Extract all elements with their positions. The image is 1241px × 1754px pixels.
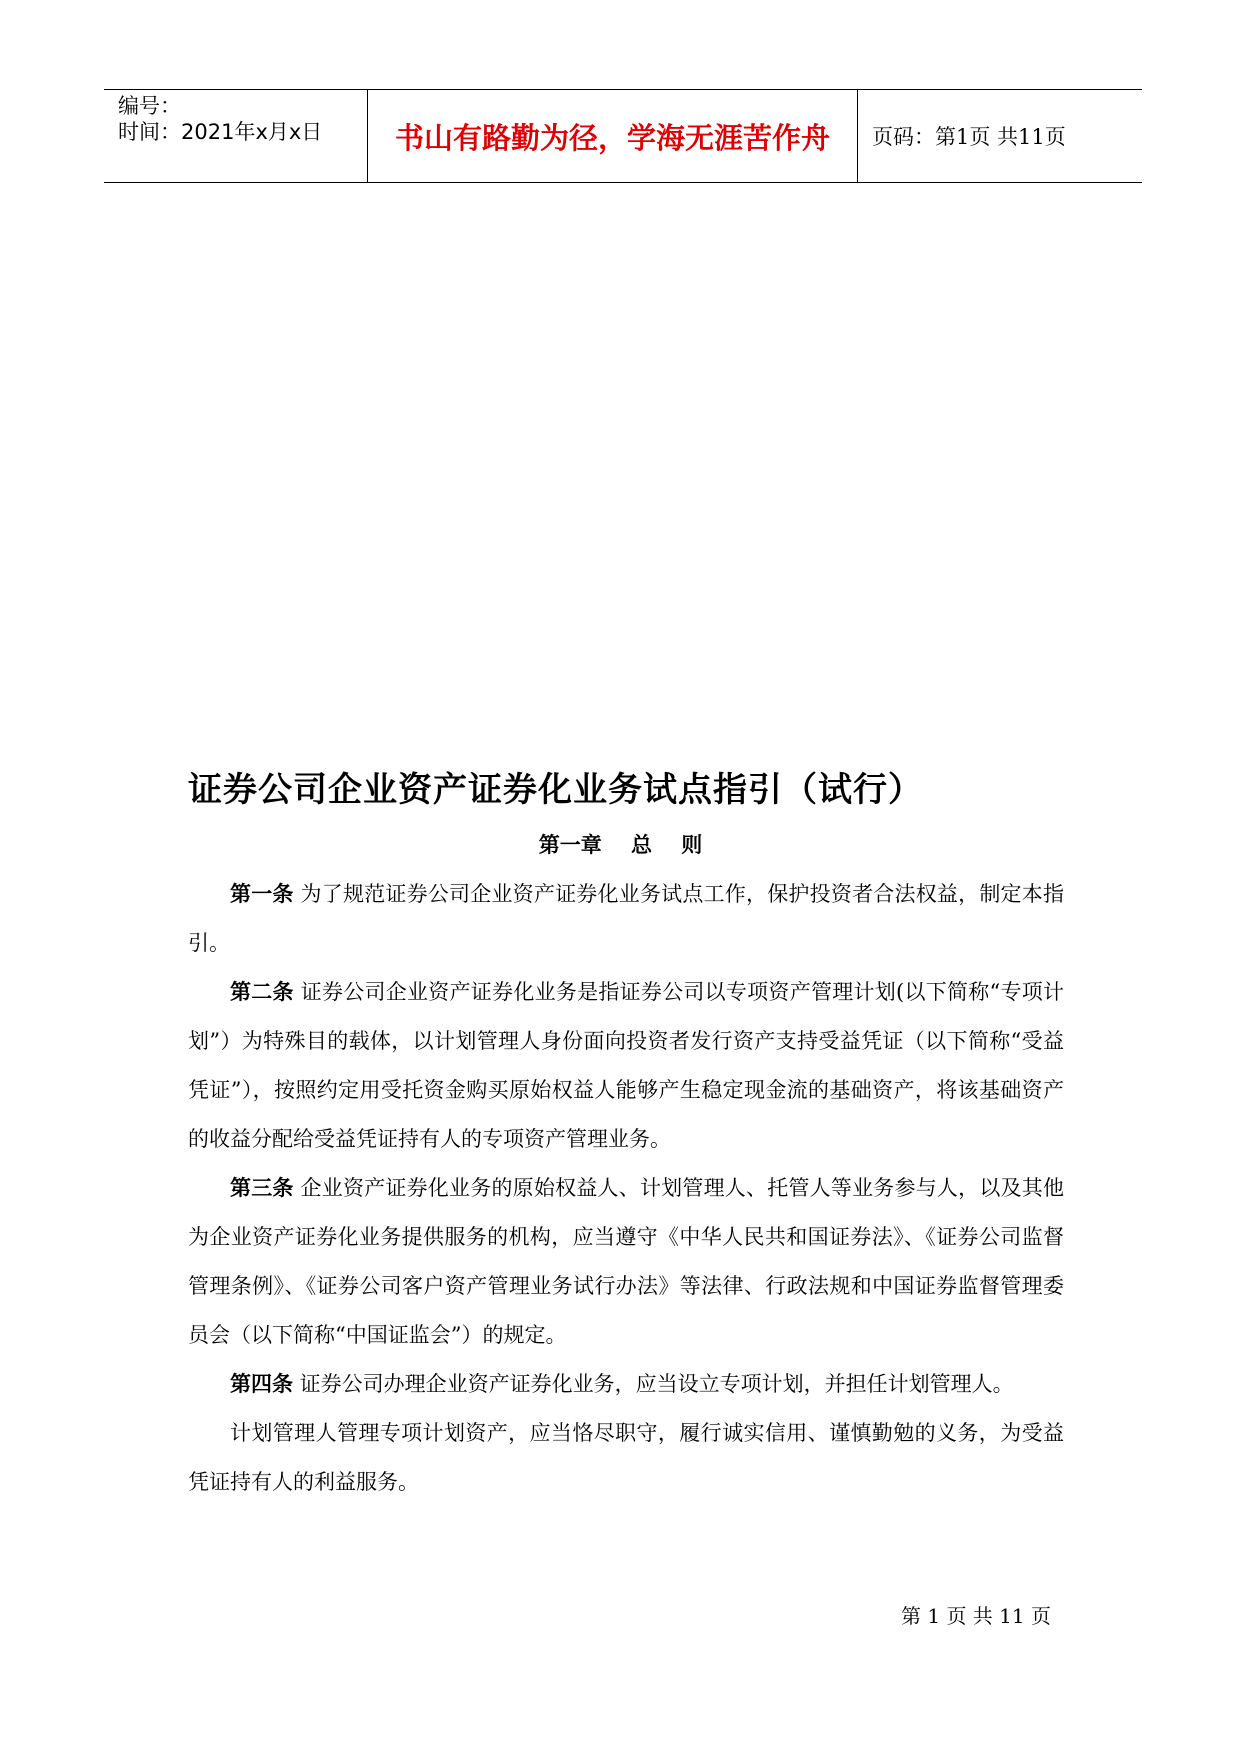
chapter-heading-text: 第一章 总 则 bbox=[538, 833, 703, 857]
article-text: 证券公司企业资产证券化业务是指证券公司以专项资产管理计划(以下简称“专项计划”）为特殊目的载体，以计划管理人身份面向投资者发行资产支持受益凭证（以下简称“受益凭证”），按照约定用受托资金购买原始权益人能够产生稳定现金流的基础资产，将该基础资产的收益分配给受益凭证持有人的专项资产管理业务。 bbox=[188, 980, 1064, 1151]
header-motto-cell bbox=[368, 90, 858, 182]
document-title: 证券公司企业资产证券化业务试点指引（试行） bbox=[188, 770, 923, 810]
article-label: 第二条 bbox=[230, 980, 294, 1004]
article-1 bbox=[188, 870, 1064, 968]
article-2 bbox=[188, 968, 1064, 1164]
article-label: 第一条 bbox=[230, 882, 294, 906]
number-label: 编号： bbox=[118, 94, 181, 118]
article-text: 计划管理人管理专项计划资产，应当恪尽职守，履行诚实信用、谨慎勤勉的义务，为受益凭证持有人的利益服务。 bbox=[188, 1421, 1064, 1494]
document-body bbox=[188, 870, 1064, 1507]
article-4 bbox=[188, 1360, 1064, 1409]
chapter-heading bbox=[0, 829, 1241, 859]
page-footer: 第 1 页 共 11 页 bbox=[901, 1604, 1051, 1628]
header-table bbox=[104, 89, 1142, 183]
article-label: 第四条 bbox=[230, 1372, 293, 1396]
article-label: 第三条 bbox=[230, 1176, 294, 1200]
time-label: 时间：2021年x月x日 bbox=[118, 120, 323, 144]
header-page-cell bbox=[858, 90, 1142, 182]
motto-text: 书山有路勤为径，学海无涯苦作舟 bbox=[394, 120, 830, 155]
article-text: 为了规范证券公司企业资产证券化业务试点工作，保护投资者合法权益，制定本指引。 bbox=[188, 882, 1064, 955]
article-4-continuation bbox=[188, 1409, 1064, 1507]
article-text: 企业资产证券化业务的原始权益人、计划管理人、托管人等业务参与人，以及其他为企业资产证券化业务提供服务的机构，应当遵守《中华人民共和国证券法》、《证券公司监督管理条例》、《证券公司客户资产管理业务试行办法》等法律、行政法规和中国证券监督管理委员会（以下简称“中国证监会”）的规定。 bbox=[188, 1176, 1064, 1347]
header-page-label: 页码：第1页 共11页 bbox=[872, 125, 1066, 149]
header-meta-cell bbox=[104, 90, 368, 182]
article-text: 证券公司办理企业资产证券化业务，应当设立专项计划，并担任计划管理人。 bbox=[293, 1372, 1014, 1396]
article-3 bbox=[188, 1164, 1064, 1360]
